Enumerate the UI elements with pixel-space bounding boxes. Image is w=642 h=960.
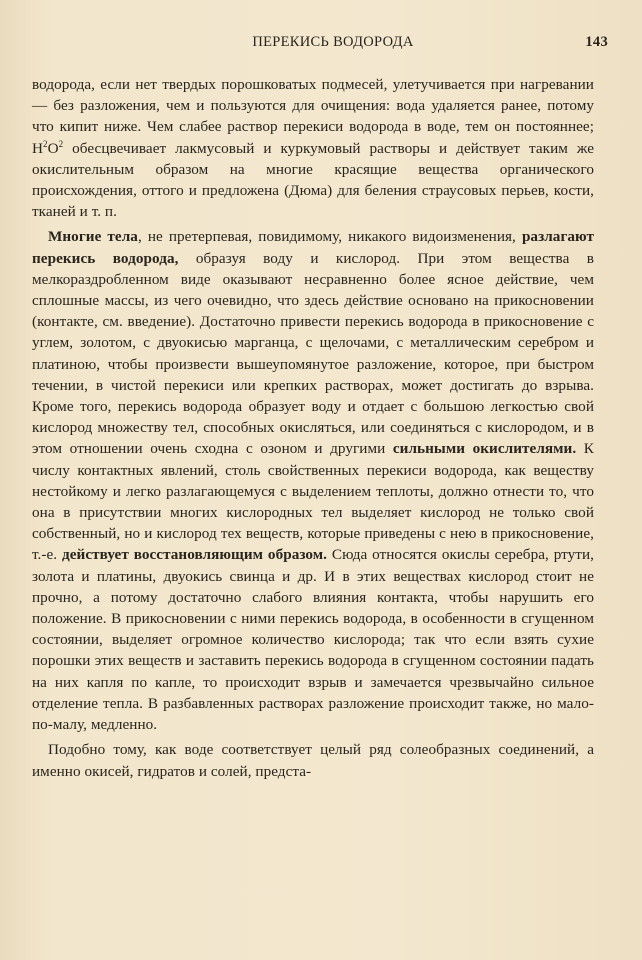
emphasis-text: разлагают перекись водорода, [32, 228, 595, 267]
body-text: Подобно тому, как воде соответствует целый ряд солеобразных соединений, а именно окисей, гидратов и солей, предста- [32, 741, 594, 780]
emphasis-text: сильными окислителями. [392, 440, 577, 458]
body-text: образуя воду и кислород. При этом вещества в мелкораздробленном виде оказывают несравненно более ясное действие, чем сплошные массы, из чего очевидно, что здесь действие основано на прикосновении (контакте, см. введение). Достаточно привести перекись водорода в прикосновение с углем, золотом, с двуокисью марганца, с щелочами, с металлическим серебром и платиною, чтобы произвести вышеупомянутое разложение, которое, при быстром течении, в чистой перекиси или крепких растворах, может достигать до взрыва. Кроме того, перекись водорода образует воду и отдает с большою легкостью свой кислород множеству тел, способных окисляться, или соединяться с кислородом, и в этом отношении очень сходна с озоном и другими [32, 249, 595, 458]
emphasis-text: действует восстановляющим образом. [62, 546, 328, 564]
running-header [32, 34, 608, 64]
body-text: , не претерпевая, повидимому, никакого видоизменения, [137, 228, 522, 246]
running-title: ПЕРЕКИСЬ ВОДОРОДА [252, 34, 414, 50]
superscript: 2 [58, 138, 64, 149]
paragraph [32, 74, 594, 222]
body-text: O [47, 139, 59, 157]
paragraph [32, 226, 594, 735]
page-body [32, 74, 594, 782]
body-text: водорода, если нет твердых порошковатых подмесей, улетучивается при нагревании — без разложения, чем и пользуются для очищения: вода удаляется ранее, потому что кипит ниже. Чем слабее раствор перекиси водорода в воде, тем он постояннее; H [32, 76, 594, 157]
body-text: К числу контактных явлений, столь свойственных перекиси водорода, как веществу нестойкому и легко разлагающемуся с выделением теплоты, должно отнести то, что она в присутствии многих кислородных тел выделяет кислород не только свой собственный, но и кислород тех веществ, которые приведены с нею в прикосновение, т.-е. [32, 440, 594, 564]
body-text: Сюда относятся окислы серебра, ртути, золота и платины, двуокись свинца и др. И в этих веществах кислород стоит не прочно, а потому достаточно слабого влияния контакта, чтобы нарушить его положение. В прикосновении с ними перекись водорода, в особенности в сгущенном состоянии, выделяет огромное количество кислорода; так что если взять сухие порошки этих веществ и заставить перекись водорода в сгущенном состоянии падать на них капля по капле, то происходит взрыв и замечается чрезвычайно сильное отделение тепла. В разбавленных растворах разложение происходит также, но мало-по-малу, медленно. [32, 546, 595, 734]
page-number: 143 [585, 34, 608, 50]
body-text: обесцвечивает лакмусовый и куркумовый растворы и действует таким же окислительным образом на многие красящие вещества органического происхождения, оттого и предложена (Дюма) для беления страусовых перьев, кости, тканей и т. п. [32, 139, 594, 221]
paragraph [32, 739, 594, 781]
superscript: 2 [43, 138, 48, 149]
emphasis-text: Многие тела [48, 228, 138, 246]
